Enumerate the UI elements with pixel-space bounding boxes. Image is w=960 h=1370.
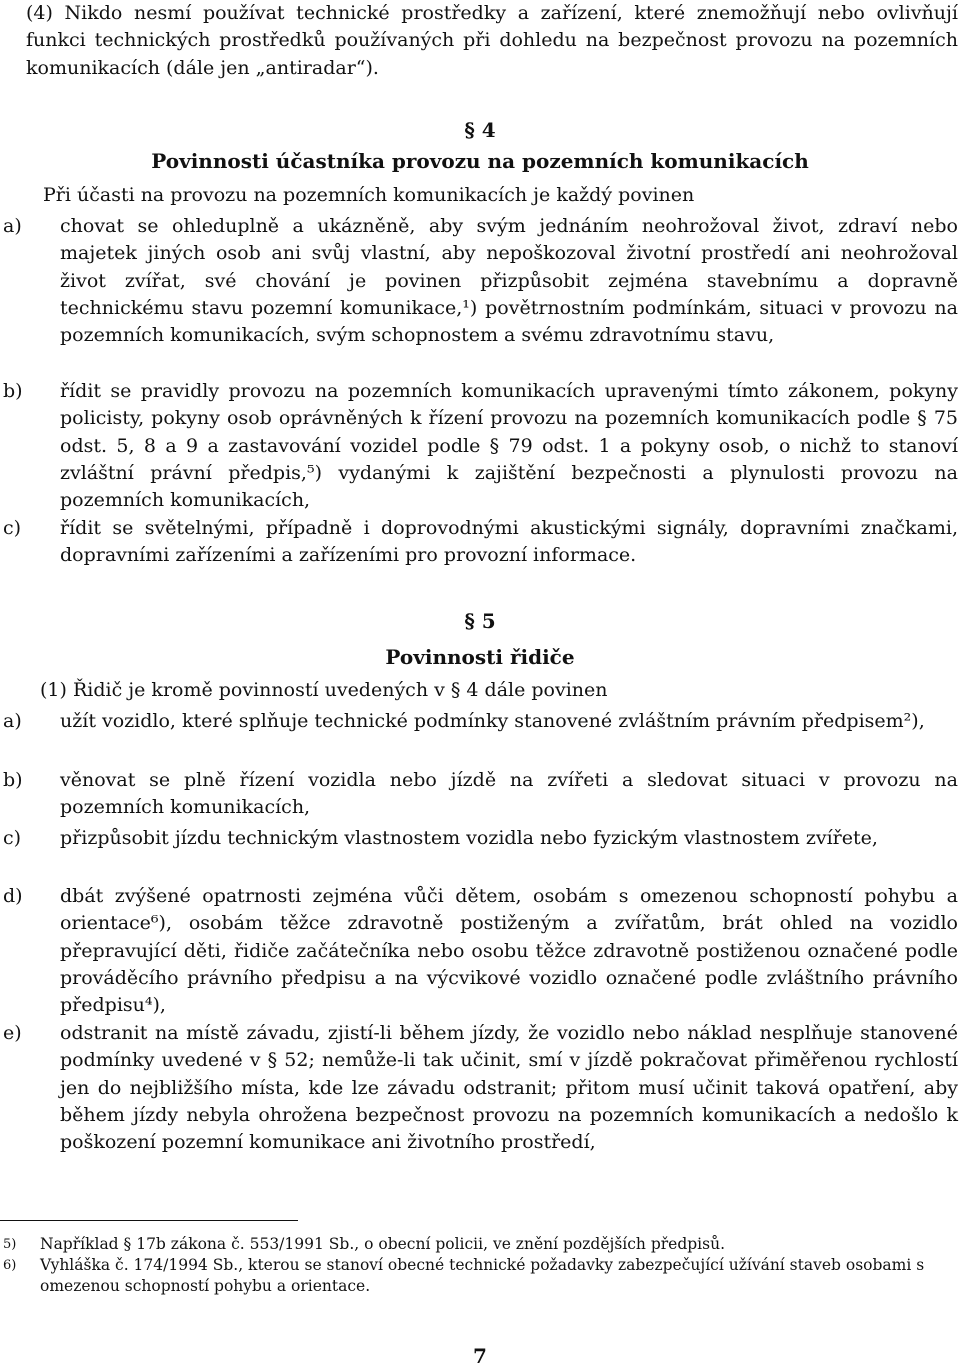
footnote-text: Vyhláška č. 174/1994 Sb., kterou se stanoví obecné technické požadavky zabezpečující užívání staveb osobami s omezenou schopností pohybu a orientace. (40, 1256, 925, 1295)
item-label: a) (3, 215, 22, 237)
item-text: věnovat se plně řízení vozidla nebo jízdě na zvířeti a sledovat situaci v provozu na pozemních komunikacích, (60, 769, 958, 819)
section-5-number: § 5 (464, 609, 496, 633)
section-4-number: § 4 (464, 118, 496, 142)
footnote-mark: 5) (3, 1237, 17, 1252)
footnote-mark: 6) (3, 1258, 17, 1273)
section-4-lead: Při účasti na provozu na pozemních komunikacích je každý povinen (43, 184, 695, 206)
item-label: a) (3, 710, 22, 732)
item-text: užít vozidlo, které splňuje technické podmínky stanovené zvláštním právním předpisem²), (60, 710, 925, 732)
item-label: b) (3, 380, 23, 402)
item-text: přizpůsobit jízdu technickým vlastnostem vozidla nebo fyzickým vlastnostem zvířete, (60, 827, 878, 849)
footnote-separator (0, 1220, 298, 1221)
item-label: c) (3, 517, 22, 539)
footnote-text: Například § 17b zákona č. 553/1991 Sb., o obecní policii, ve znění pozdějších předpisů. (40, 1235, 725, 1253)
section-5-title: Povinnosti řidiče (385, 645, 575, 669)
item-label: d) (3, 885, 23, 907)
item-text: odstranit na místě závadu, zjistí-li během jízdy, že vozidlo nebo náklad nesplňuje stanovené podmínky uvedené v § 52; nemůže-li tak učinit, smí v jízdě pokračovat přiměřenou rychlostí jen do nejbližšího místa, kde lze závadu odstranit; přitom musí učinit taková opatření, aby během jízdy nebyla ohrožena bezpečnost provozu na pozemních komunikacích a nedošlo k poškození pozemní komunikace ani životního prostředí, (60, 1022, 958, 1154)
item-label: e) (3, 1022, 22, 1044)
item-text: dbát zvýšené opatrnosti zejména vůči dětem, osobám s omezenou schopností pohybu a orientace⁶), osobám těžce zdravotně postiženým a zvířatům, brát ohled na vozidlo přepravující děti, řidiče začátečníka nebo osobu těžce zdravotně postiženou označené podle prováděcího právního předpisu a na výcvikové vozidlo označené podle zvláštního právního předpisu⁴), (60, 885, 958, 1017)
item-text: řídit se pravidly provozu na pozemních komunikacích upravenými tímto zákonem, pokyny policisty, pokyny osob oprávněných k řízení provozu na pozemních komunikacích podle § 75 odst. 5, 8 a 9 a zastavování vozidel podle § 79 odst. 1 a pokyny osob, o nichž to stanoví zvláštní právní předpis,⁵) vydanými k zajištění bezpečnosti a plynulosti provozu na pozemních komunikacích, (60, 380, 958, 512)
item-label: b) (3, 769, 23, 791)
page-number: 7 (473, 1344, 487, 1368)
section-5-lead: (1) Řidič je kromě povinností uvedených v § 4 dále povinen (40, 679, 608, 701)
item-label: c) (3, 827, 22, 849)
section-4-title: Povinnosti účastníka provozu na pozemních komunikacích (151, 149, 809, 173)
paragraph-antiradar: (4) Nikdo nesmí používat technické prostředky a zařízení, které znemožňují nebo ovlivňují funkci technických prostředků používaných při dohledu na bezpečnost provozu na pozemních komunikacích (dále jen „antiradar“). (26, 2, 958, 79)
item-text: řídit se světelnými, případně i doprovodnými akustickými signály, dopravními značkami, dopravními zařízeními a zařízeními pro provozní informace. (60, 517, 958, 567)
item-text: chovat se ohleduplně a ukázněně, aby svým jednáním neohrožoval život, zdraví nebo majetek jiných osob ani svůj vlastní, aby nepoškozoval životní prostředí ani neohrožoval život zvířat, své chování je povinen přizpůsobit zejména stavebnímu a dopravně technickému stavu pozemní komunikace,¹) povětrnostním podmínkám, situaci v provozu na pozemních komunikacích, svým schopnostem a svému zdravotnímu stavu, (60, 215, 958, 347)
